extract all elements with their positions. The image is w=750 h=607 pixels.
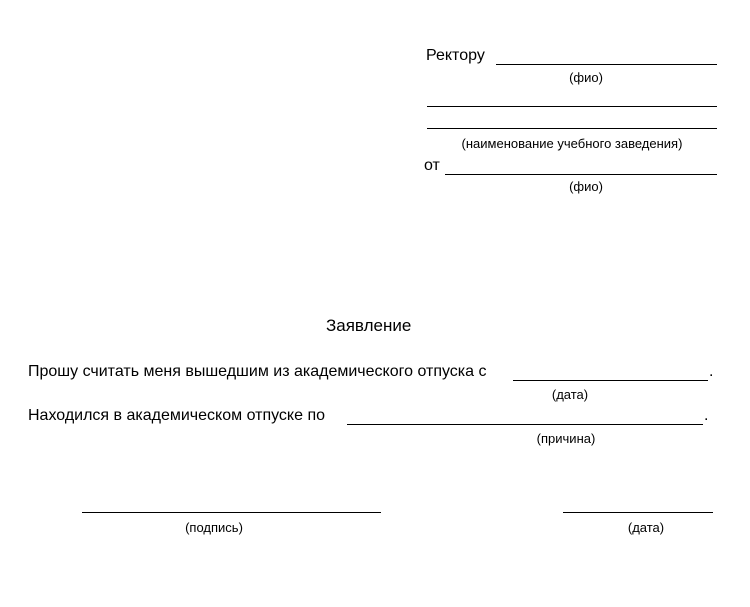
fio-caption-applicant: (фио) xyxy=(569,179,603,194)
signature-caption: (подпись) xyxy=(185,520,243,535)
reason-caption: (причина) xyxy=(536,431,596,446)
line2-period: . xyxy=(704,407,709,424)
return-date-field[interactable] xyxy=(513,380,708,381)
return-from-leave-text: Прошу считать меня вышедшим из академического отпуска с xyxy=(28,363,487,380)
signing-date-caption: (дата) xyxy=(627,520,665,535)
applicant-name-field[interactable] xyxy=(445,174,717,175)
return-date-caption: (дата) xyxy=(551,387,589,402)
signature-field[interactable] xyxy=(82,512,381,513)
rector-name-field[interactable] xyxy=(496,64,717,65)
document-title: Заявление xyxy=(326,316,412,335)
signing-date-field[interactable] xyxy=(563,512,713,513)
leave-reason-text: Находился в академическом отпуске по xyxy=(28,407,326,424)
institution-field-line-2[interactable] xyxy=(427,128,717,129)
line1-period: . xyxy=(709,363,714,380)
institution-field-line-1[interactable] xyxy=(427,106,717,107)
institution-caption: (наименование учебного заведения) xyxy=(461,136,683,151)
fio-caption-rector: (фио) xyxy=(569,70,603,85)
from-label: от xyxy=(424,157,440,174)
rector-label: Ректору xyxy=(426,47,485,64)
leave-reason-field[interactable] xyxy=(347,424,703,425)
